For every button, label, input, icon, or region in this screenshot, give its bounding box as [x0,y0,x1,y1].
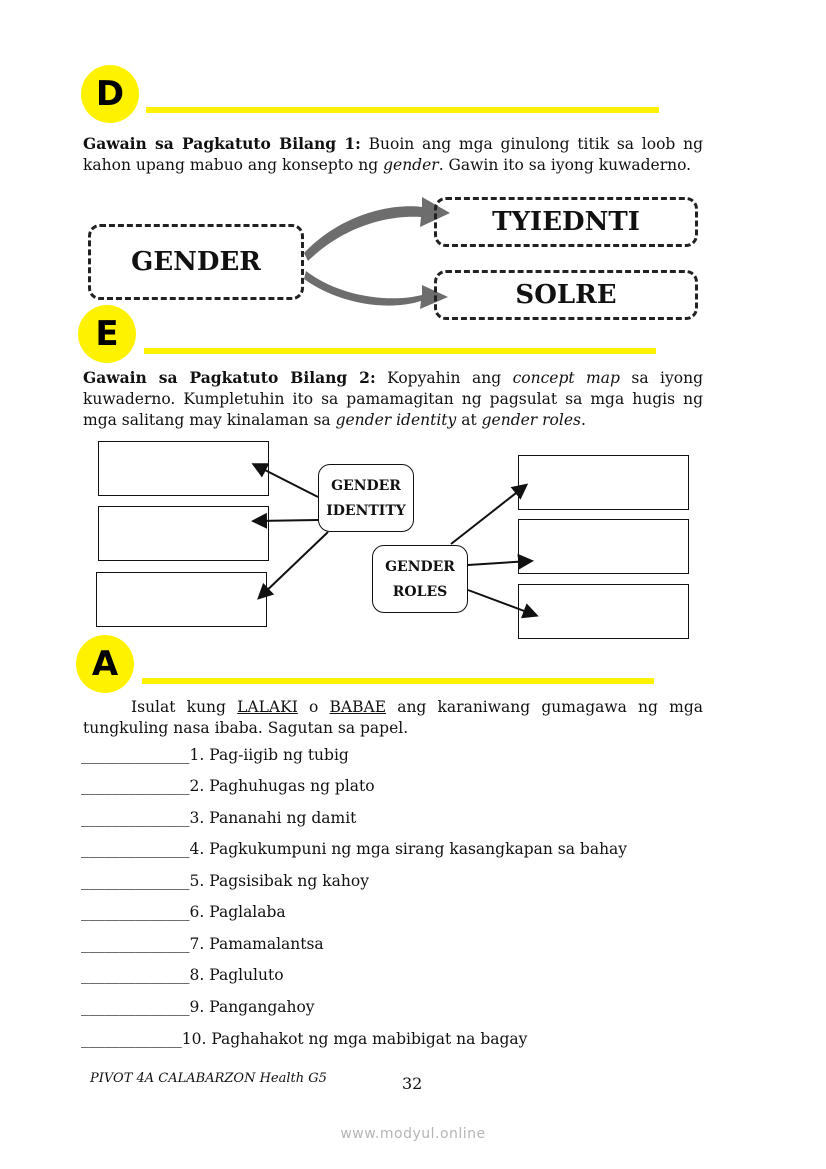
list-item: _____________10. Paghahakot ng mga mabibigat na bagay [81,1030,528,1048]
answer-blank[interactable]: ______________ [81,966,190,984]
list-item: ______________1. Pag-iigib ng tubig [81,746,349,764]
activity-1-instructions: Gawain sa Pagkatuto Bilang 1: Buoin ang mga ginulong titik sa loob ng kahon upang mabuo ang konsepto ng gender. Gawin ito sa iyong kuwaderno. [83,134,703,174]
scrambled-roles-box: SOLRE [434,270,698,320]
section-a-badge [76,635,134,693]
gender-identity-node: GENDER IDENTITY [318,464,414,532]
section-a-instructions: Isulat kung LALAKI o BABAE ang karaniwang gumagawa ng mga tungkuling nasa ibaba. Sagutan sa papel. [83,698,703,737]
list-item: ______________7. Pamamalantsa [81,935,324,953]
answer-blank[interactable]: ______________ [81,872,190,890]
list-item: ______________3. Pananahi ng damit [81,809,357,827]
roles-arrow-2 [468,561,530,565]
list-item: ______________8. Pagluluto [81,966,284,984]
identity-arrow-3 [260,532,328,597]
gender-box: GENDER [88,224,304,300]
section-a-underline [142,678,654,684]
gender-roles-node: GENDER ROLES [372,545,468,613]
answer-blank[interactable]: ______________ [81,840,190,858]
list-item: ______________2. Paghuhugas ng plato [81,777,375,795]
activity-2-instructions: Gawain sa Pagkatuto Bilang 2: Kopyahin ang concept map sa iyong kuwaderno. Kumpletuhin ito sa pamamagitan ng pagsulat sa mga hugis ng mga salitang may kinalaman sa gender identity at gender roles. [83,368,703,429]
roles-arrow-1 [451,486,525,544]
identity-arrow-1 [255,465,318,497]
activity-1-title: Gawain sa Pagkatuto Bilang 1: [83,134,361,153]
list-item: ______________9. Pangangahoy [81,998,315,1016]
page-number: 32 [402,1074,423,1093]
list-item: ______________5. Pagsisibak ng kahoy [81,872,369,890]
list-item: ______________6. Paglalaba [81,903,286,921]
answer-blank[interactable]: ______________ [81,935,190,953]
scrambled-identity-box: TYIEDNTI [434,197,698,247]
section-e-letter: E [95,314,119,354]
answer-blank[interactable]: ______________ [81,903,190,921]
answer-blank[interactable]: ______________ [81,777,190,795]
section-a-letter: A [91,644,119,684]
answer-blank[interactable]: ______________ [81,998,190,1016]
babae-label: BABAE [329,698,387,716]
footer-source: PIVOT 4A CALABARZON Health G5 [90,1071,327,1086]
answer-blank[interactable]: ______________ [81,809,190,827]
answer-blank[interactable]: ______________ [81,746,190,764]
website-watermark: www.modyul.online [340,1126,486,1142]
section-d-letter: D [95,74,125,114]
roles-arrow-3 [468,590,535,615]
answer-blank[interactable]: _____________ [81,1030,182,1048]
list-item: ______________4. Pagkukumpuni ng mga sirang kasangkapan sa bahay [81,840,628,858]
lalaki-label: LALAKI [237,698,298,716]
identity-arrow-2 [255,520,318,521]
activity-2-title: Gawain sa Pagkatuto Bilang 2: [83,368,376,387]
